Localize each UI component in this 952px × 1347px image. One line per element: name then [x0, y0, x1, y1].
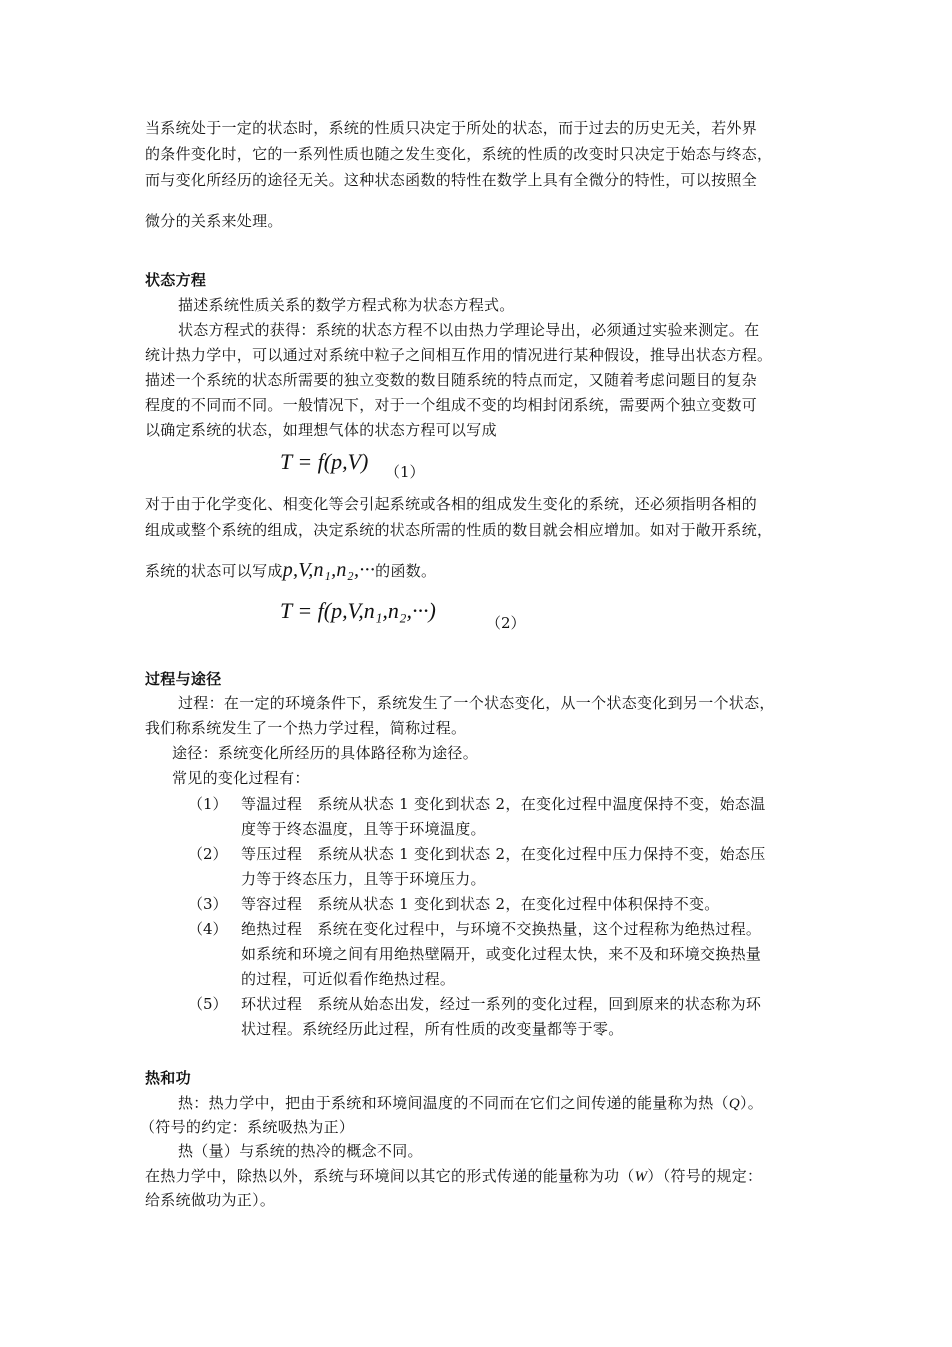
symbol-w: W [634, 1169, 648, 1185]
list-item-number: （3） [188, 895, 228, 913]
list-item-line: 环状过程 系统从始态出发，经过一系列的变化过程，回到原来的状态称为环 [241, 995, 762, 1013]
paragraph-line-with-math [145, 560, 436, 581]
paragraph-line: 过程：在一定的环境条件下，系统发生了一个状态变化，从一个状态变化到另一个状态， [178, 694, 775, 712]
list-item-number: （4） [188, 920, 228, 938]
list-item-line: 度等于终态温度，且等于环境温度。 [241, 820, 486, 838]
section-heading-process: 过程与途径 [145, 670, 222, 688]
paragraph-line: 描述一个系统的状态所需要的独立变数的数目随系统的特点而定，又随着考虑问题目的复杂 [145, 371, 758, 389]
list-item-line: 等容过程 系统从状态 1 变化到状态 2，在变化过程中体积保持不变。 [241, 895, 720, 913]
section-heading-heat-work: 热和功 [145, 1069, 191, 1087]
list-item-line: 如系统和环境之间有用绝热壁隔开，或变化过程太快，来不及和环境交换热量 [241, 945, 762, 963]
paragraph-line: 以确定系统的状态，如理想气体的状态方程可以写成 [145, 421, 497, 439]
equation-1: T = f(p,V) [280, 449, 369, 474]
list-item-line: 的过程，可近似看作绝热过程。 [241, 970, 456, 988]
paragraph-line-with-math [178, 1093, 763, 1114]
list-item-number: （1） [188, 795, 228, 813]
text-segment: 的函数。 [375, 562, 437, 580]
intro-line-3: 而与变化所经历的途径无关。这种状态函数的特性在数学上具有全微分的特性，可以按照全 [145, 171, 758, 189]
paragraph-line: 对于由于化学变化、相变化等会引起系统或各相的组成发生变化的系统，还必须指明各相的 [145, 495, 758, 513]
list-item-line: 等温过程 系统从状态 1 变化到状态 2，在变化过程中温度保持不变，始态温 [241, 795, 766, 813]
text-segment: 在热力学中，除热以外，系统与环境间以其它的形式传递的能量称为功（ [145, 1167, 635, 1185]
list-item-number: （5） [188, 995, 228, 1013]
intro-line-1: 当系统处于一定的状态时，系统的性质只决定于所处的状态，而于过去的历史无关，若外界 [145, 119, 758, 137]
text-segment: 系统的状态可以写成 [145, 562, 283, 580]
intro-line-2: 的条件变化时，它的一系列性质也随之发生变化，系统的性质的改变时只决定于始态与终态， [145, 145, 773, 163]
paragraph-line-with-math [145, 1166, 762, 1187]
list-item-number: （2） [188, 845, 228, 863]
text-segment: 热：热力学中，把由于系统和环境间温度的不同而在它们之间传递的能量称为热（ [178, 1094, 729, 1112]
equation-2-number: （2） [486, 614, 526, 632]
intro-line-4: 微分的关系来处理。 [145, 212, 283, 230]
paragraph-line: 状态方程式的获得：系统的状态方程不以由热力学理论导出，必须通过实验来测定。在 [178, 321, 760, 339]
paragraph-line: 常见的变化过程有： [172, 769, 310, 787]
paragraph-line: （符号的约定：系统吸热为正） [140, 1118, 355, 1136]
paragraph-line: 我们称系统发生了一个热力学过程，简称过程。 [145, 719, 467, 737]
list-item-line: 等压过程 系统从状态 1 变化到状态 2，在变化过程中压力保持不变，始态压 [241, 845, 766, 863]
paragraph-line: 途径：系统变化所经历的具体路径称为途径。 [172, 744, 479, 762]
list-item-line: 力等于终态压力，且等于环境压力。 [241, 870, 486, 888]
paragraph-line: 程度的不同而不同。一般情况下，对于一个组成不变的均相封闭系统，需要两个独立变数可 [145, 396, 758, 414]
paragraph-line: 给系统做功为正）。 [145, 1191, 276, 1209]
text-segment: ）。 [739, 1094, 764, 1112]
text-segment: ）（符号的规定： [647, 1167, 763, 1185]
paragraph-line: 描述系统性质关系的数学方程式称为状态方程式。 [178, 296, 515, 314]
section-heading-state-equation: 状态方程 [145, 271, 207, 289]
equation-1-number: （1） [385, 463, 425, 481]
inline-math: p,V,n₁,n₂,··· [282, 559, 376, 581]
symbol-q: Q [728, 1096, 740, 1112]
equation-2: T = f(p,V,n₁,n₂,···) [280, 598, 436, 623]
paragraph-line: 热（量）与系统的热冷的概念不同。 [178, 1142, 423, 1160]
paragraph-line: 统计热力学中，可以通过对系统中粒子之间相互作用的情况进行某种假设，推导出状态方程。 [145, 346, 773, 364]
paragraph-line: 组成或整个系统的组成，决定系统的状态所需的性质的数目就会相应增加。如对于敞开系统， [145, 521, 773, 539]
list-item-line: 状过程。系统经历此过程，所有性质的改变量都等于零。 [241, 1020, 624, 1038]
list-item-line: 绝热过程 系统在变化过程中，与环境不交换热量，这个过程称为绝热过程。 [241, 920, 762, 938]
